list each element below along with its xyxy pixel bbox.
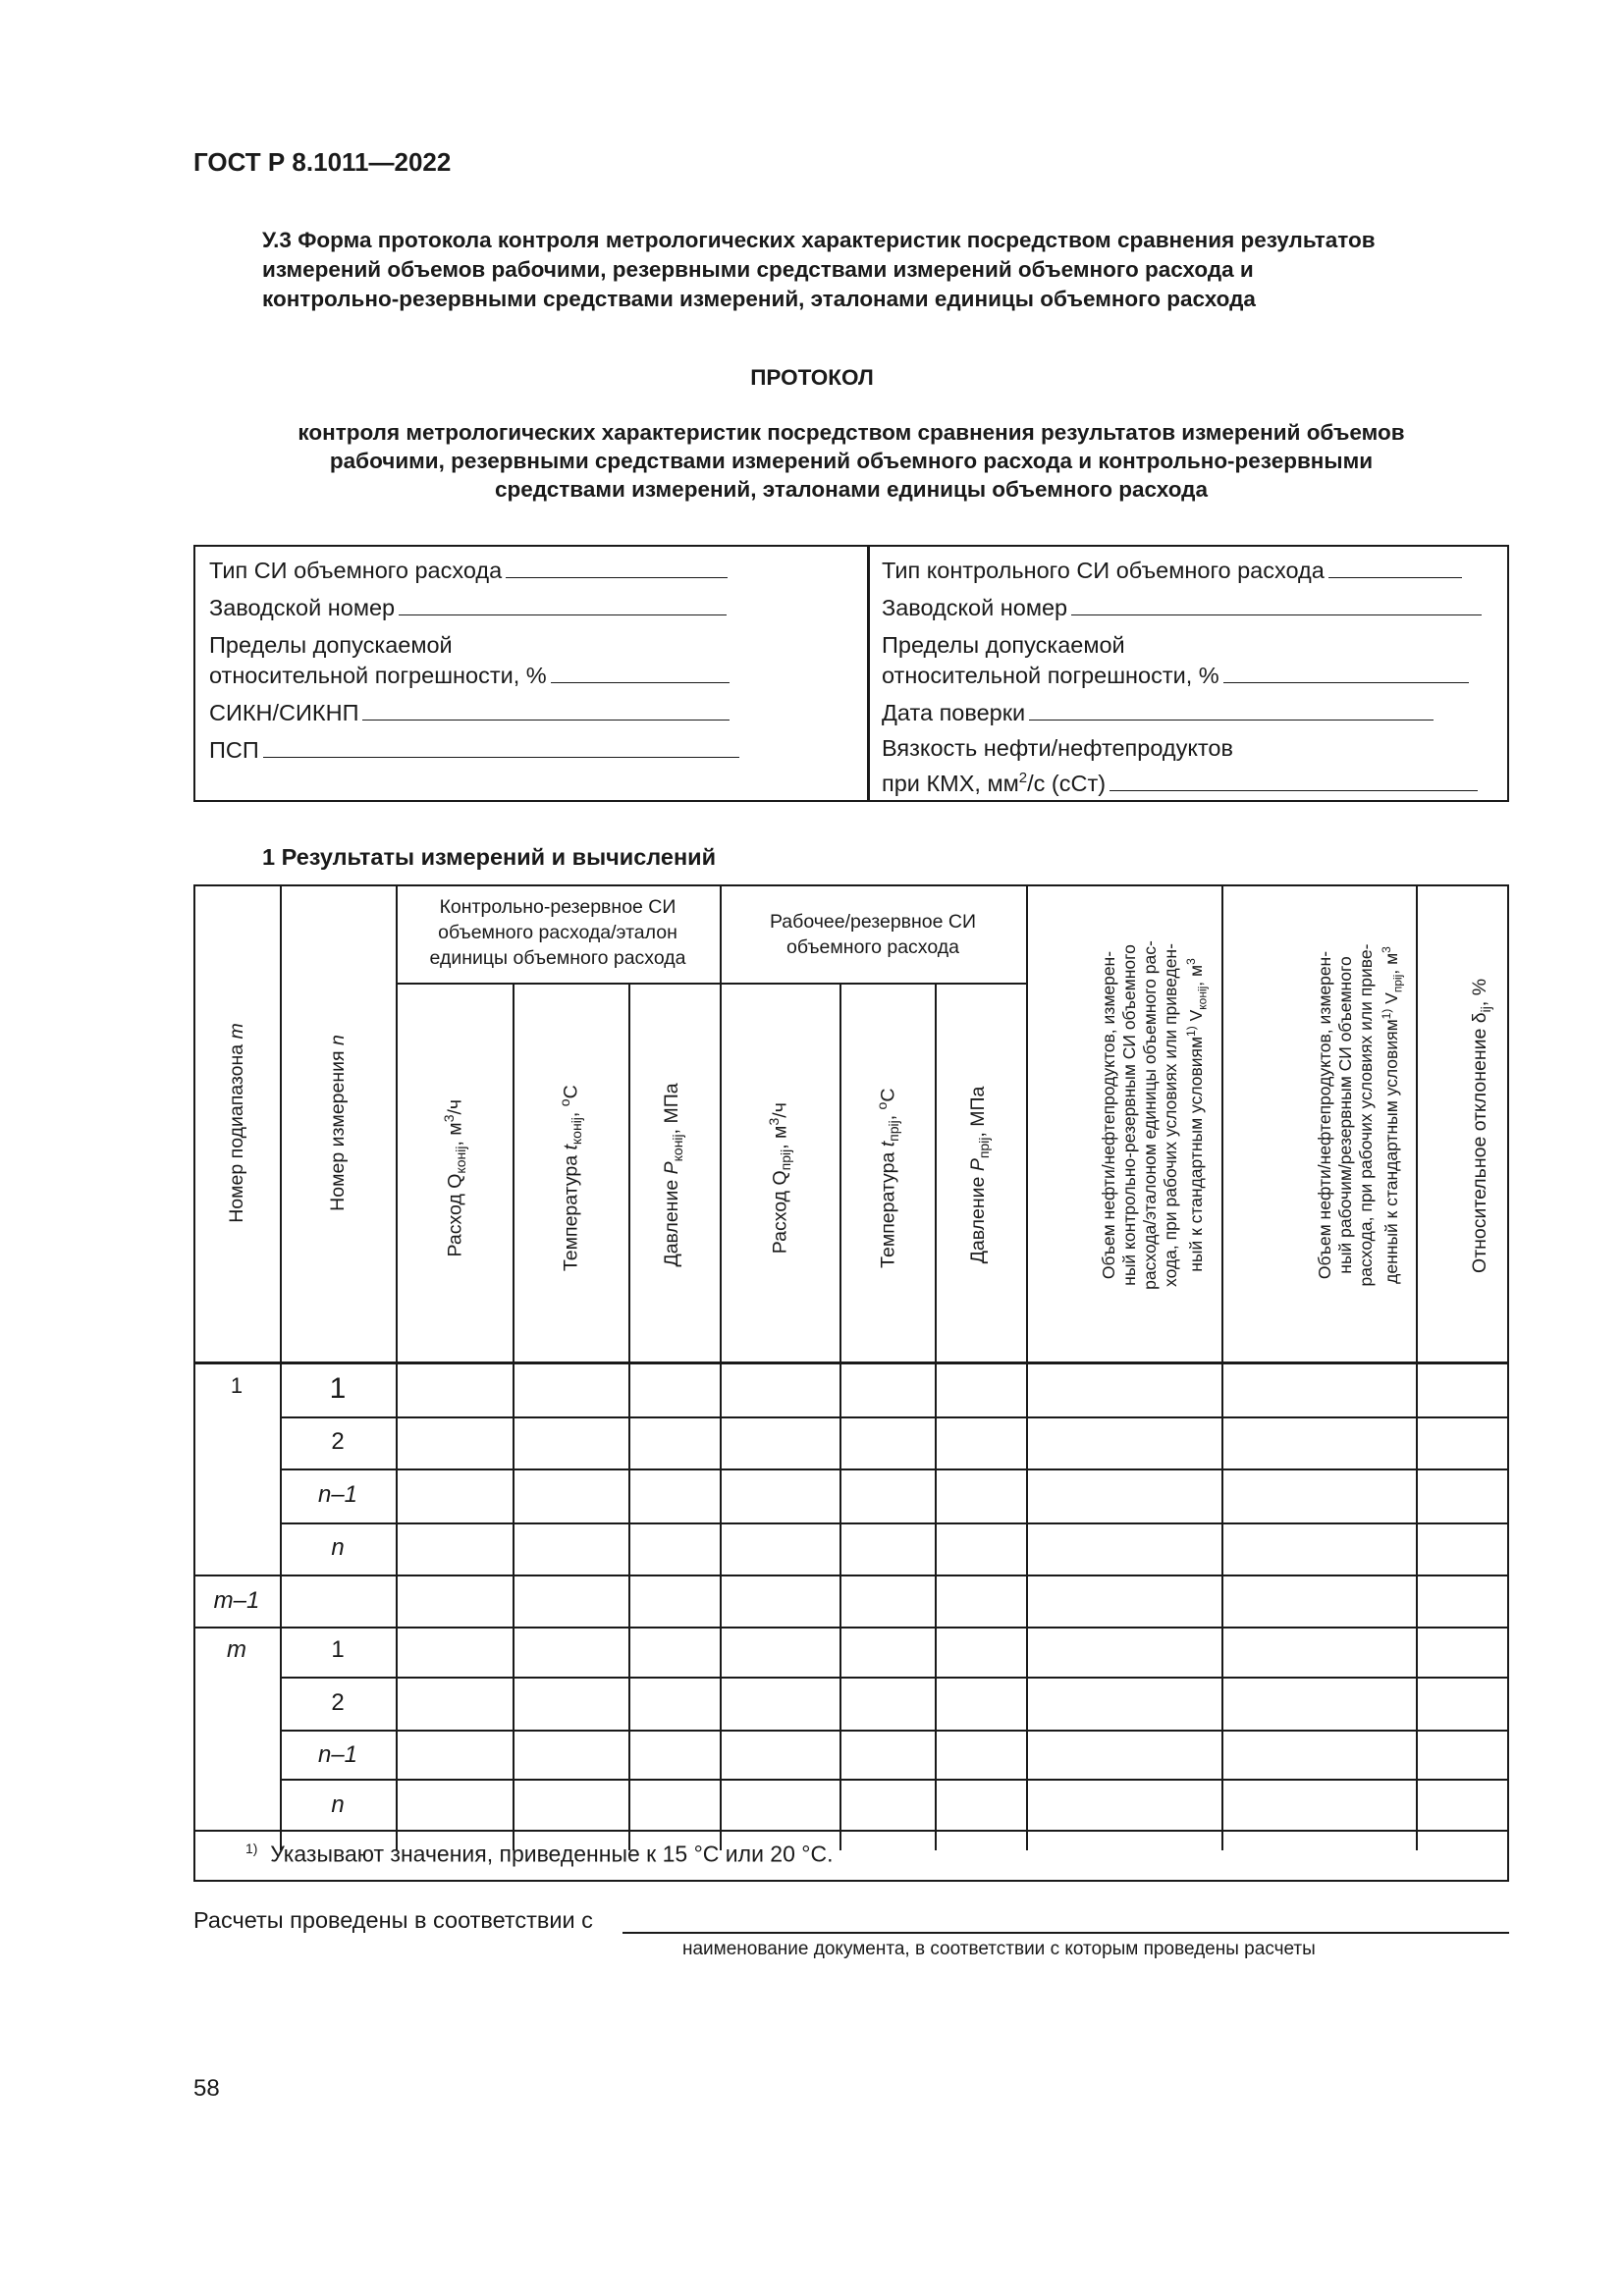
limits-left-field[interactable] — [209, 661, 730, 690]
section-1-title: 1 Результаты измерений и вычислений — [262, 844, 717, 870]
col-header-subrange: Номер подиапазона m — [226, 1023, 247, 1223]
cell-measurement: n–1 — [317, 1481, 358, 1508]
limits-left-blank[interactable] — [551, 661, 730, 683]
sikn-field[interactable] — [209, 698, 730, 727]
cell-measurement: 1 — [331, 1636, 345, 1663]
group-header-control-si — [396, 894, 720, 971]
protocol-subtitle — [193, 418, 1509, 504]
viscosity-label-1: Вязкость нефти/нефтепродуктов — [882, 735, 1233, 761]
serial-right-label: Заводской номер — [882, 595, 1068, 620]
table-hline — [193, 1575, 1509, 1576]
protocol-subtitle-line: рабочими, резервными средствами измерений объемного расхода и контрольно-резервными — [329, 449, 1374, 473]
group-header-line: Контрольно-резервное СИ — [439, 896, 677, 918]
cell-subrange: 1 — [230, 1373, 244, 1398]
cell-measurement: 1 — [329, 1372, 347, 1405]
control-si-type-field[interactable] — [882, 556, 1462, 585]
cell-measurement: n — [331, 1791, 345, 1818]
col-header-measurement: Номер измерения n — [327, 1035, 349, 1211]
cell-subrange: m–1 — [213, 1587, 260, 1614]
sikn-label: СИКН/СИКНП — [209, 700, 359, 725]
table-hline — [280, 1730, 1509, 1732]
psp-field[interactable] — [209, 735, 739, 765]
calc-document-blank[interactable] — [623, 1932, 1509, 1934]
table-hline — [280, 1779, 1509, 1781]
cell-measurement: 2 — [331, 1428, 345, 1455]
col-header-t-control: Температура $t_{конij}$, $^о$С — [556, 1085, 585, 1272]
col-header-v-work: Объем нефти/нефтепродуктов, измерен- ный рабочим/резервным СИ объемного расхода, при рабочих условиях или приве- денный к стандартным условиям$^{1)}$ $V_{прij}$, $м^3$ — [1315, 943, 1405, 1287]
cell-subrange: m — [227, 1636, 246, 1663]
si-type-label: Тип СИ объемного расхода — [209, 558, 503, 583]
sikn-blank[interactable] — [362, 698, 730, 721]
verify-date-field[interactable] — [882, 698, 1434, 727]
table-hline — [396, 983, 1026, 985]
limits-right-label-2: относительной погрешности, % — [882, 663, 1219, 688]
serial-left-label: Заводской номер — [209, 595, 396, 620]
viscosity-field[interactable] — [882, 764, 1478, 798]
group-header-line: объемного расхода/эталон — [438, 922, 677, 943]
control-si-type-blank[interactable] — [1328, 556, 1462, 578]
group-header-line: Рабочее/резервное СИ — [769, 911, 977, 933]
si-type-blank[interactable] — [506, 556, 728, 578]
table-vline — [396, 884, 398, 1850]
cell-measurement: n — [331, 1534, 345, 1561]
document-code: ГОСТ Р 8.1011—2022 — [193, 147, 452, 177]
control-si-type-label: Тип контрольного СИ объемного расхода — [882, 558, 1325, 583]
page-number: 58 — [193, 2075, 220, 2102]
col-header-v-control: Объем нефти/нефтепродуктов, измерен- ный контрольно-резервным СИ объемного расхода/эталоном единицы объемного рас- хода, при рабочих условиях или приведен- ный к стандартным условиям$^{1)}$ $V_{конij}$, $м^3$ — [1099, 940, 1210, 1290]
serial-left-field[interactable] — [209, 593, 727, 622]
serial-right-field[interactable] — [882, 593, 1482, 622]
viscosity-label-2a: при КМХ, мм — [882, 770, 1019, 796]
table-header-separator — [193, 1362, 1509, 1364]
table-vline — [720, 884, 722, 1850]
table-vline — [1026, 884, 1028, 1850]
limits-right-field[interactable] — [882, 661, 1469, 690]
viscosity-label-2b: /с (сСт) — [1027, 770, 1107, 796]
group-header-work-si — [720, 909, 1026, 960]
serial-right-blank[interactable] — [1071, 593, 1482, 615]
table-hline — [280, 1416, 1509, 1418]
annex-title-line: измерений объемов рабочими, резервными средствами измерений объемного расхода и — [262, 257, 1254, 282]
col-header-delta: Относительное отклонение $\delta_{ij}$, % — [1469, 978, 1493, 1273]
limits-right-blank[interactable] — [1223, 661, 1469, 683]
col-header-q-work: Расход $Q_{прij}$, $м^3/ч$ — [765, 1102, 794, 1255]
protocol-subtitle-line: контроля метрологических характеристик посредством сравнения результатов измерений объемов — [298, 420, 1405, 445]
annex-title — [262, 226, 1509, 314]
calc-note: наименование документа, в соответствии с которым проведены расчеты — [682, 1939, 1316, 1959]
table-hline — [193, 1830, 1509, 1832]
annex-title-line: контрольно-резервными средствами измерений, эталонами единицы объемного расхода — [262, 287, 1256, 311]
group-header-line: единицы объемного расхода — [429, 947, 686, 969]
table-hline — [280, 1468, 1509, 1470]
verify-date-blank[interactable] — [1029, 698, 1434, 721]
si-type-field[interactable] — [209, 556, 728, 585]
cell-measurement: 2 — [331, 1689, 345, 1716]
footnote-mark: 1) — [245, 1841, 258, 1856]
protocol-subtitle-line: средствами измерений, эталонами единицы объемного расхода — [495, 477, 1208, 502]
table-hline — [193, 1627, 1509, 1629]
protocol-title: ПРОТОКОЛ — [750, 365, 874, 390]
verify-date-label: Дата поверки — [882, 700, 1026, 725]
serial-left-blank[interactable] — [399, 593, 727, 615]
table-hline — [280, 1522, 1509, 1524]
col-header-q-control: Расход $Q_{конij}$, $м^3/ч$ — [440, 1098, 469, 1257]
viscosity-sup: 2 — [1018, 770, 1028, 786]
info-box-divider — [867, 545, 870, 802]
group-header-line: объемного расхода — [786, 936, 959, 958]
col-header-p-work: Давление $P_{прij}$, МПа — [967, 1086, 992, 1264]
limits-left-label-2: относительной погрешности, % — [209, 663, 547, 688]
table-hline — [280, 1677, 1509, 1679]
psp-blank[interactable] — [263, 735, 739, 758]
col-header-t-work: Температура $t_{прij}$, $^о$С — [873, 1088, 902, 1268]
calc-label: Расчеты проведены в соответствии с — [193, 1907, 593, 1933]
col-header-p-control: Давление $P_{конij}$, МПа — [661, 1083, 685, 1267]
annex-title-line: У.3 Форма протокола контроля метрологических характеристик посредством сравнения результатов — [262, 228, 1376, 252]
limits-left-label-1: Пределы допускаемой — [209, 632, 453, 658]
table-footnote — [245, 1841, 833, 1868]
viscosity-blank[interactable] — [1110, 769, 1478, 791]
footnote-text: Указывают значения, приведенные к 15 °С или 20 °С. — [270, 1841, 834, 1867]
psp-label: ПСП — [209, 737, 259, 763]
cell-measurement: n–1 — [317, 1741, 358, 1768]
limits-right-label-1: Пределы допускаемой — [882, 632, 1125, 658]
